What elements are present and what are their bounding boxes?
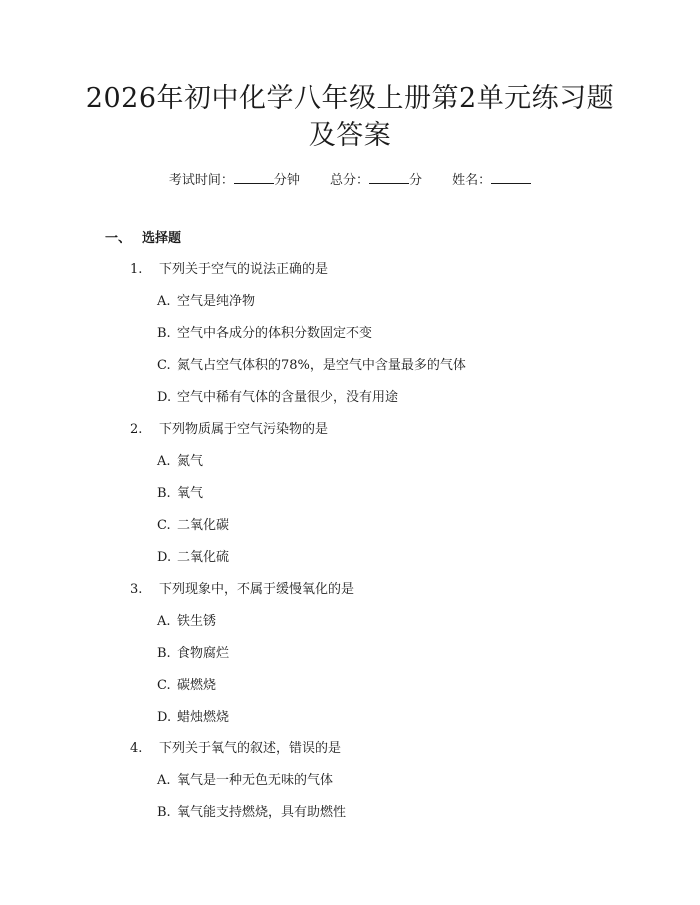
option-text: 氮气占空气体积的78%，是空气中含量最多的气体 (177, 358, 466, 373)
total-score-label: 总分： (329, 173, 369, 188)
option-letter: C. (157, 518, 171, 533)
question-text: 下列关于氧气的叙述，错误的是 (159, 741, 342, 756)
option-text: 氮气 (177, 454, 204, 469)
name-blank[interactable] (491, 170, 531, 184)
option-text: 氧气是一种无色无味的气体 (177, 773, 334, 788)
question-number: 1. (130, 262, 143, 277)
option-4b (157, 804, 346, 822)
option-text: 食物腐烂 (177, 646, 230, 661)
option-2b (157, 485, 203, 503)
option-2a (157, 453, 203, 471)
section-number: 一、 (105, 231, 132, 246)
option-3b (157, 645, 229, 663)
option-1a (157, 293, 255, 311)
total-score-blank[interactable] (369, 170, 409, 184)
question-text: 下列物质属于空气污染物的是 (159, 422, 329, 437)
question-1 (130, 261, 328, 279)
option-letter: A. (157, 614, 171, 629)
option-text: 二氧化硫 (177, 550, 230, 565)
exam-time-field (169, 170, 300, 190)
option-letter: D. (157, 390, 172, 405)
question-number: 3. (130, 582, 143, 597)
option-1c (157, 357, 466, 375)
option-4a (157, 772, 333, 790)
option-3c (157, 677, 216, 695)
option-2d (157, 549, 229, 567)
option-letter: D. (157, 710, 172, 725)
option-text: 氧气 (177, 486, 204, 501)
total-score-field (330, 170, 422, 190)
total-score-unit: 分 (409, 173, 423, 188)
option-text: 碳燃烧 (177, 678, 217, 693)
option-letter: A. (157, 773, 171, 788)
exam-time-label: 考试时间： (168, 173, 234, 188)
exam-time-blank[interactable] (234, 170, 274, 184)
question-number: 2. (130, 422, 143, 437)
option-text: 二氧化碳 (177, 518, 230, 533)
option-1d (157, 389, 398, 407)
page-title: 2026年初中化学八年级上册第2单元练习题 (85, 83, 615, 114)
question-number: 4. (130, 741, 143, 756)
section-title: 选择题 (142, 231, 182, 246)
option-text: 空气中稀有气体的含量很少，没有用途 (177, 390, 399, 405)
option-2c (157, 517, 229, 535)
question-text: 下列现象中，不属于缓慢氧化的是 (159, 582, 355, 597)
question-text: 下列关于空气的说法正确的是 (159, 262, 329, 277)
option-text: 空气是纯净物 (177, 294, 256, 309)
section-heading (105, 230, 181, 248)
option-letter: A. (157, 454, 171, 469)
question-4 (130, 740, 341, 758)
option-1b (157, 325, 372, 343)
page-title-continuation: 及答案 (308, 120, 392, 151)
exam-time-unit: 分钟 (273, 173, 300, 188)
question-3 (130, 581, 354, 599)
option-text: 氧气能支持燃烧，具有助燃性 (177, 805, 347, 820)
option-letter: B. (157, 326, 171, 341)
option-letter: C. (157, 358, 171, 373)
exam-meta (0, 170, 700, 190)
option-letter: B. (157, 486, 171, 501)
option-letter: B. (157, 646, 171, 661)
option-3a (157, 613, 216, 631)
option-letter: C. (157, 678, 171, 693)
option-3d (157, 709, 229, 727)
option-letter: A. (157, 294, 171, 309)
option-text: 铁生锈 (177, 614, 217, 629)
name-field (452, 170, 531, 190)
question-2 (130, 421, 328, 439)
option-text: 空气中各成分的体积分数固定不变 (177, 326, 373, 341)
name-label: 姓名： (452, 173, 492, 188)
option-letter: D. (157, 550, 172, 565)
option-text: 蜡烛燃烧 (177, 710, 230, 725)
option-letter: B. (157, 805, 171, 820)
